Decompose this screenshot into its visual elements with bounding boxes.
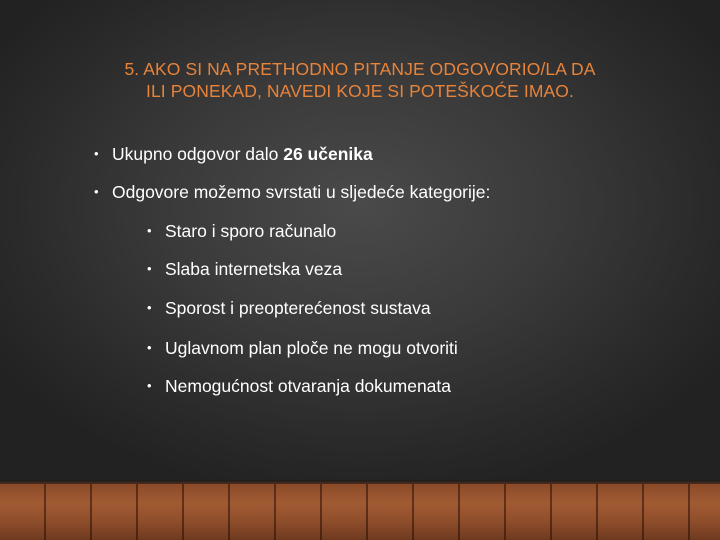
sub-list-item: [147, 220, 336, 242]
sub-list-item: [147, 375, 451, 397]
list-item-text: Odgovore možemo svrstati u sljedeće kategorije:: [112, 182, 491, 202]
list-item-total-responses: [94, 143, 373, 165]
bullet-icon: •: [147, 378, 152, 393]
bullet-icon: •: [147, 340, 152, 355]
wooden-floor: [0, 484, 720, 540]
bullet-icon: •: [147, 223, 152, 238]
sub-list-item-text: Staro i sporo računalo: [165, 221, 337, 241]
bullet-icon: •: [147, 261, 152, 276]
sub-list-item: [147, 337, 458, 359]
bullet-icon: •: [94, 184, 99, 199]
sub-list-item: [147, 258, 342, 280]
bullet-icon: •: [147, 300, 152, 315]
sub-list-item-text: Nemogućnost otvaranja dokumenata: [165, 376, 452, 396]
bullet-icon: •: [94, 146, 99, 161]
title-line-1: 5. AKO SI NA PRETHODNO PITANJE ODGOVORIO/LA DA: [124, 59, 596, 79]
list-item-categories: [94, 181, 490, 203]
sub-list-item-text: Slaba internetska veza: [165, 259, 343, 279]
sub-list-item-text: Sporost i preopterećenost sustava: [165, 298, 431, 318]
title-line-2: ILI PONEKAD, NAVEDI KOJE SI POTEŠKOĆE IMAO.: [146, 81, 574, 101]
list-item-text: Ukupno odgovor dalo: [112, 144, 284, 164]
sub-list-item: [147, 297, 431, 319]
list-item-bold-count: 26 učenika: [283, 144, 373, 164]
sub-list-item-text: Uglavnom plan ploče ne mogu otvoriti: [165, 338, 458, 358]
